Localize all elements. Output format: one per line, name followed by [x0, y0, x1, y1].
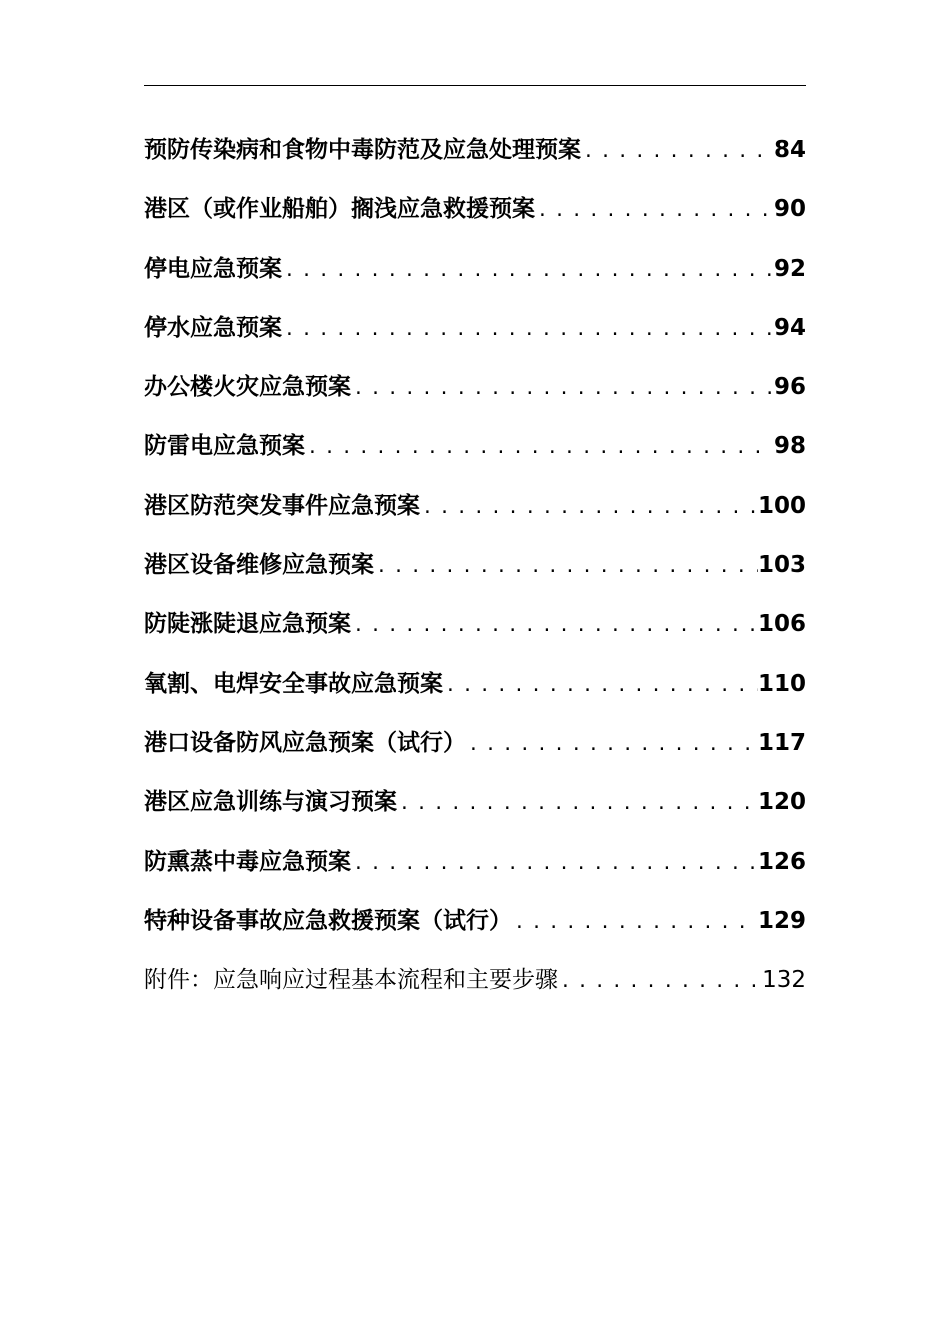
- toc-entry-title: 防陡涨陡退应急预案: [144, 611, 351, 638]
- toc-entry: [144, 782, 806, 841]
- toc-entry: [144, 426, 806, 485]
- header-rule: [144, 85, 806, 86]
- toc-entry: [144, 842, 806, 901]
- toc-entry-page: 120: [757, 789, 806, 816]
- toc-entry-page: 92: [773, 255, 806, 282]
- dot-leader: [420, 488, 758, 528]
- toc-entry: [144, 486, 806, 545]
- dot-leader: [282, 310, 774, 350]
- toc-entry-title: 港口设备防风应急预案（试行）: [144, 729, 466, 756]
- toc-entry-title: 防熏蒸中毒应急预案: [144, 848, 351, 875]
- toc-entry-page: 103: [757, 552, 806, 579]
- toc-entry-title: 特种设备事故应急救援预案（试行）: [144, 907, 512, 934]
- toc-entry-title: 港区应急训练与演习预案: [144, 789, 397, 816]
- toc-entry-page: 90: [773, 196, 806, 223]
- toc-entry-page: 129: [757, 907, 806, 934]
- toc-entry-title: 港区防范突发事件应急预案: [144, 492, 420, 519]
- dot-leader: [466, 725, 758, 765]
- toc-entry-title: 附件：应急响应过程基本流程和主要步骤: [144, 967, 558, 994]
- toc-entry-title: 氧割、电焊安全事故应急预案: [144, 670, 443, 697]
- toc-entry: [144, 189, 806, 248]
- toc-entry-page: 110: [757, 670, 806, 697]
- dot-leader: [443, 666, 758, 706]
- toc-entry: [144, 545, 806, 604]
- toc-entry-page: 117: [757, 729, 806, 756]
- table-of-contents: [144, 130, 806, 1019]
- toc-entry: [144, 723, 806, 782]
- toc-entry-page: 100: [757, 492, 806, 519]
- toc-entry-page: 126: [757, 848, 806, 875]
- dot-leader: [282, 251, 774, 291]
- toc-entry-title: 港区（或作业船舶）搁浅应急救援预案: [144, 196, 535, 223]
- dot-leader: [512, 903, 758, 943]
- toc-entry: [144, 308, 806, 367]
- toc-entry-page: 84: [773, 137, 806, 163]
- toc-entry-title: 停电应急预案: [144, 255, 282, 282]
- dot-leader: [535, 191, 774, 231]
- toc-entry-page: 96: [773, 374, 806, 401]
- dot-leader: [351, 606, 758, 646]
- toc-entry-title: 防雷电应急预案: [144, 433, 305, 460]
- toc-entry: [144, 901, 806, 960]
- toc-entry: [144, 960, 806, 1019]
- toc-entry: [144, 664, 806, 723]
- dot-leader: [397, 784, 758, 824]
- toc-entry-title: 港区设备维修应急预案: [144, 552, 374, 579]
- toc-entry: [144, 604, 806, 663]
- toc-entry-page: 106: [757, 611, 806, 638]
- toc-entry: [144, 367, 806, 426]
- toc-entry-title: 办公楼火灾应急预案: [144, 374, 351, 401]
- dot-leader: [305, 428, 774, 468]
- dot-leader: [351, 369, 774, 409]
- toc-entry-title: 预防传染病和食物中毒防范及应急处理预案: [144, 137, 581, 163]
- toc-entry-page: 94: [773, 314, 806, 341]
- dot-leader: [351, 844, 758, 884]
- toc-entry-page: 132: [762, 967, 806, 994]
- toc-entry: [144, 249, 806, 308]
- dot-leader: [374, 547, 758, 587]
- toc-entry: [144, 130, 806, 189]
- toc-entry-title: 停水应急预案: [144, 314, 282, 341]
- dot-leader: [581, 132, 774, 172]
- dot-leader: [558, 962, 762, 1002]
- toc-entry-page: 98: [773, 433, 806, 460]
